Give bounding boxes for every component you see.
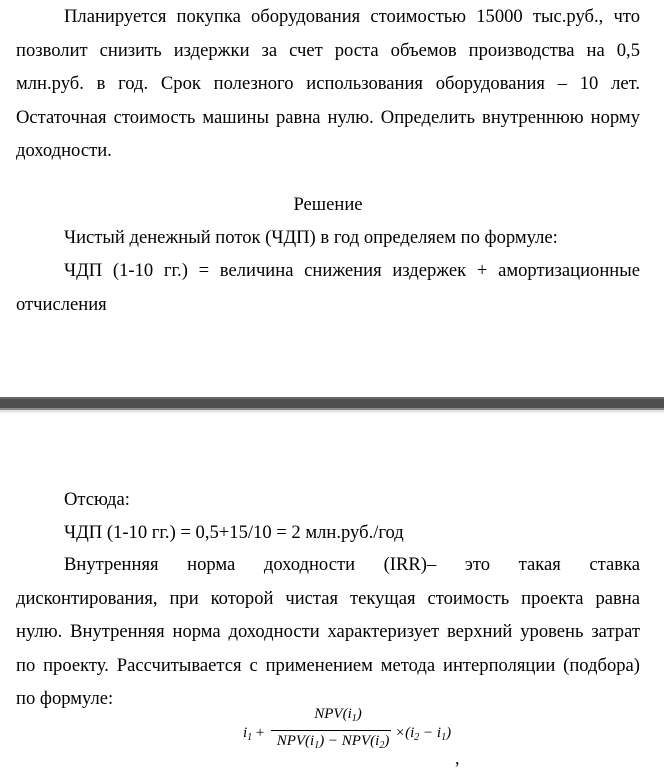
hence-line [16, 483, 640, 517]
hence-text: Отсюда: [64, 489, 130, 510]
trailing-comma: , [455, 748, 460, 768]
cashflow-definition-line-2: отчисления [16, 293, 107, 315]
formula-denominator: $NPV(i_1) - NPV(i_2)$ [276, 733, 390, 751]
cashflow-result-text: ЧДП (1-10 гг.) = 0,5+15/10 = 2 млн.руб./год [64, 522, 404, 543]
irr-line-2: дисконтирования, при которой чистая текущая стоимость проекта равна [16, 587, 640, 609]
problem-statement [16, 0, 640, 168]
fraction-bar [271, 730, 391, 731]
problem-line-5: доходности. [16, 140, 112, 161]
formula-lead: $i_1$ + [243, 725, 265, 743]
formula-tail: $\times(i_2 - i_1)$ [395, 725, 452, 743]
cashflow-definition [16, 254, 640, 321]
cashflow-intro [16, 221, 640, 255]
irr-line-5: по формуле: [16, 688, 114, 709]
solution-heading: Решение [293, 194, 363, 215]
cashflow-definition-line-1: ЧДП (1-10 гг.) = величина снижения издержек + амортизационные [64, 260, 640, 281]
irr-line-4: по проекту. Рассчитывается с применением метода интерполяции (подбора) [16, 654, 640, 676]
page-divider [0, 397, 664, 414]
irr-line-3: нулю. Внутренняя норма доходности характеризует верхний уровень затрат [16, 621, 640, 642]
problem-line-2: позволит снизить издержки за счет роста объемов производства на 0,5 [16, 39, 640, 61]
irr-definition [16, 548, 640, 716]
irr-line-1: Внутренняя норма доходности (IRR)– это такая ставка [64, 554, 640, 575]
formula-numerator: $NPV(i_1)$ [314, 706, 362, 724]
cashflow-intro-text: Чистый денежный поток (ЧДП) в год определяем по формуле: [64, 227, 558, 248]
problem-line-4: Остаточная стоимость машины равна нулю. Определить внутреннюю норму [16, 106, 640, 128]
problem-line-3: млн.руб. в год. Срок полезного использования оборудования – 10 лет. [16, 73, 640, 94]
problem-line-1: Планируется покупка оборудования стоимостью 15000 тыс.руб., что [64, 6, 640, 27]
cashflow-result [16, 516, 640, 550]
